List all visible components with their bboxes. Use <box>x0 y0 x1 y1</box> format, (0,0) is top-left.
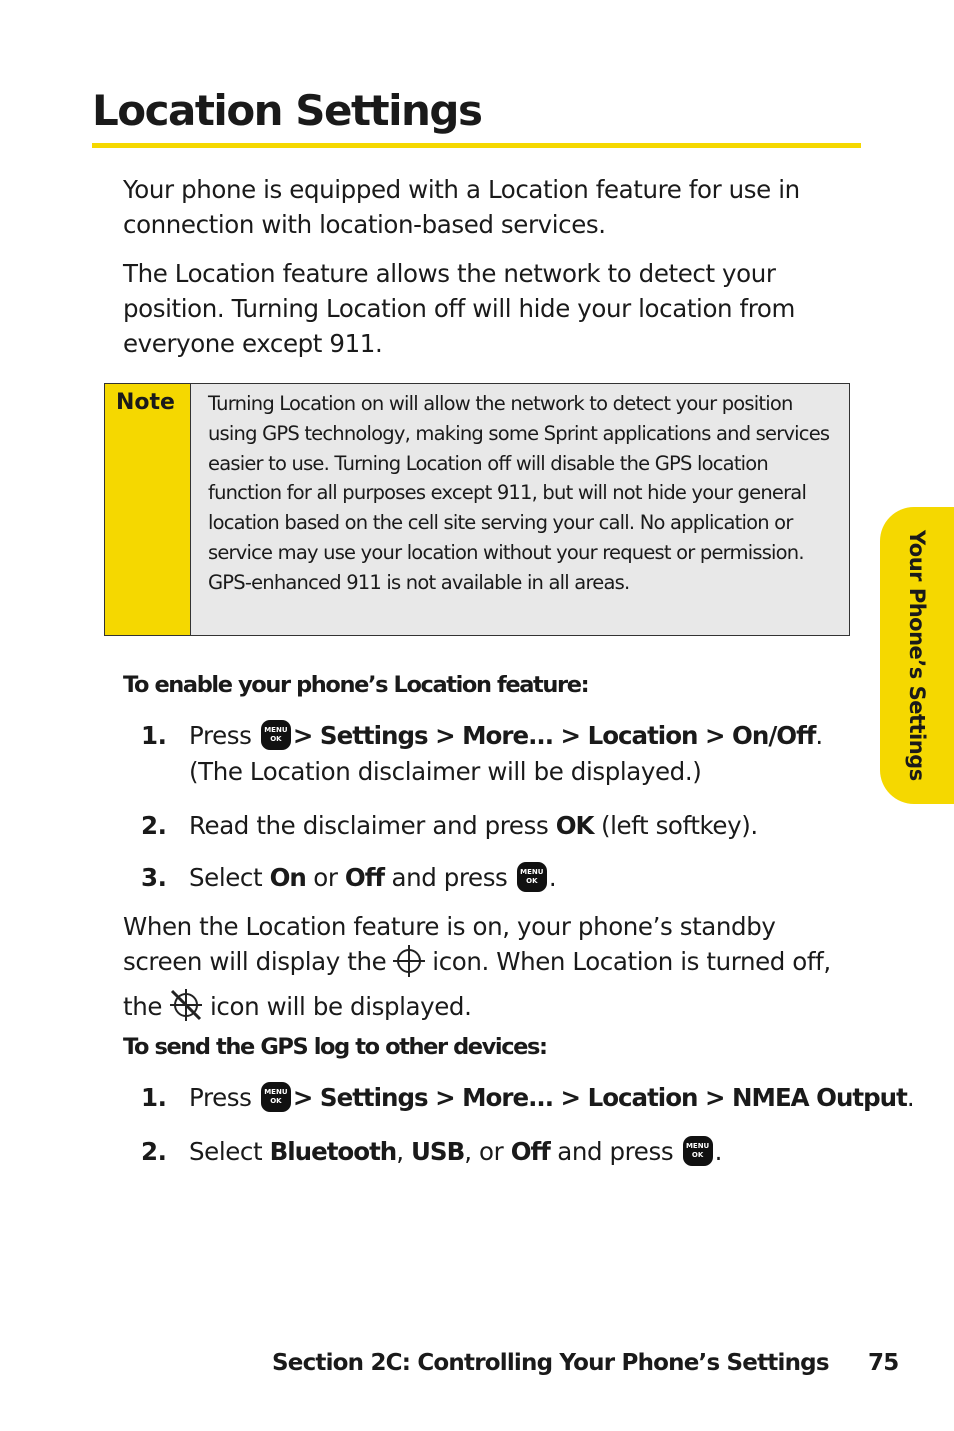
step-text: Read the disclaimer and press <box>189 811 549 840</box>
option-off: Off <box>510 1137 550 1166</box>
step-press-text: Press <box>189 721 252 750</box>
menu-ok-key-icon <box>517 862 547 892</box>
step-end: . <box>548 863 557 892</box>
section-side-tab <box>880 507 954 804</box>
intro-paragraph-1: Your phone is equipped with a Location feature for use in connection with location-based services. <box>123 175 800 239</box>
enable-step-2 <box>141 808 758 844</box>
step-end: . <box>906 1083 915 1112</box>
step-number: 1. <box>141 1083 167 1112</box>
enable-location-heading: To enable your phone’s Location feature: <box>123 672 589 698</box>
option-usb: USB <box>411 1137 465 1166</box>
gps-on-icon <box>392 944 426 987</box>
step-number: 2. <box>141 811 167 840</box>
icons-text-1: When the Location feature is on, your phone’s standby screen will display the <box>123 912 776 976</box>
icons-text-2: icon. When Location is turned off, the <box>123 947 831 1021</box>
note-box <box>104 383 850 636</box>
gps-log-heading: To send the GPS log to other devices: <box>123 1034 547 1060</box>
gps-step-2 <box>141 1134 722 1170</box>
option-off: Off <box>344 863 385 892</box>
footer-section-title: Section 2C: Controlling Your Phone’s Settings <box>272 1350 829 1376</box>
note-text: Turning Location on will allow the network to detect your position using GPS technology, making some Sprint applications and services easier to use. Turning Location off will disable the GPS location function for all purposes except 911, but will not hide your general location based on the cell site serving your call. No application or service may use your location without your request or permission. GPS-enhanced 911 is not available in all areas. <box>191 384 849 635</box>
side-tab-label: Your Phone’s Settings <box>905 530 929 781</box>
menu-path: > Settings > More... > Location > NMEA Output <box>292 1083 907 1112</box>
step-number: 3. <box>141 863 167 892</box>
menu-ok-key-icon <box>261 1082 291 1112</box>
enable-step-3 <box>141 860 556 896</box>
location-icons-paragraph <box>123 909 853 1032</box>
page-number: 75 <box>868 1350 899 1376</box>
gps-step-1 <box>141 1080 914 1116</box>
option-bluetooth: Bluetooth <box>269 1137 397 1166</box>
step-text: Select <box>189 863 263 892</box>
step-text-post: (left softkey). <box>600 811 758 840</box>
menu-path: > Settings > More... > Location > On/Off <box>292 721 816 750</box>
page-title: Location Settings <box>92 86 482 135</box>
step-end: . <box>714 1137 722 1166</box>
icons-text-3: icon will be displayed. <box>210 992 472 1021</box>
title-underline <box>92 143 861 148</box>
separator: , <box>396 1137 404 1166</box>
gps-off-icon <box>168 987 204 1032</box>
separator: , or <box>464 1137 504 1166</box>
step-text: Select <box>189 1137 263 1166</box>
step-text-mid: or <box>313 863 338 892</box>
option-on: On <box>269 863 306 892</box>
step-subtext: (The Location disclaimer will be displayed.) <box>189 757 702 786</box>
menu-ok-key-icon <box>683 1136 713 1166</box>
step-end: . <box>815 721 823 750</box>
ok-key-label: OK <box>555 811 594 840</box>
step-number: 1. <box>141 721 167 750</box>
intro-paragraph-2: The Location feature allows the network to detect your position. Turning Location off will hide your location from everyone except 911. <box>123 259 795 358</box>
step-text-post: and press <box>557 1137 674 1166</box>
step-press-text: Press <box>189 1083 252 1112</box>
enable-step-1 <box>141 718 823 790</box>
note-label: Note <box>105 384 191 635</box>
step-number: 2. <box>141 1137 167 1166</box>
step-text-post: and press <box>391 863 508 892</box>
menu-ok-key-icon <box>261 720 291 750</box>
